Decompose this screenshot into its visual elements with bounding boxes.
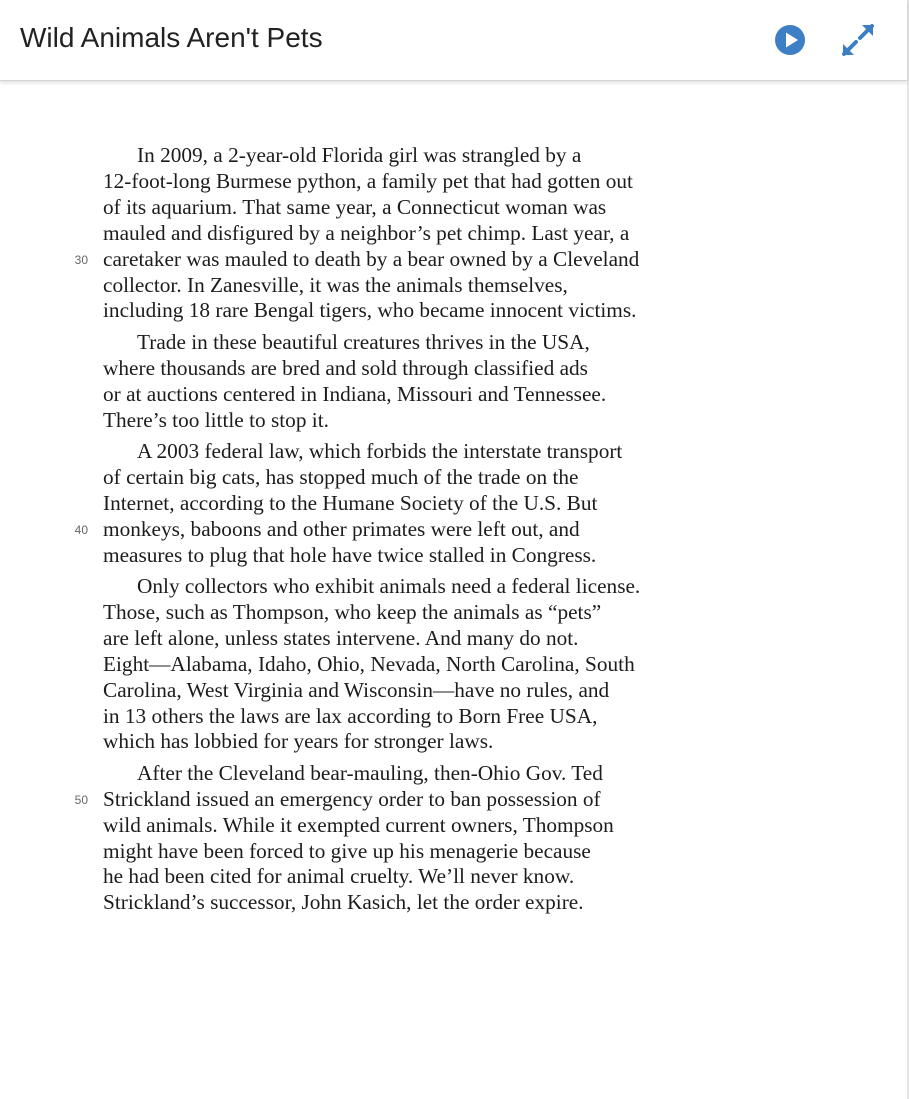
passage-line: of its aquarium. That same year, a Connecticut woman was	[103, 194, 607, 219]
passage-line: Trade in these beautiful creatures thrives in the USA,	[137, 329, 590, 354]
passage-line: are left alone, unless states intervene. And many do not.	[103, 625, 579, 650]
passage-line: In 2009, a 2-year-old Florida girl was strangled by a	[137, 143, 582, 167]
passage-line: A 2003 federal law, which forbids the interstate transport	[137, 438, 623, 463]
header-bar	[0, 0, 907, 81]
line-number: 40	[74, 522, 88, 537]
passage-line: 12-foot-long Burmese python, a family pet that had gotten out	[103, 168, 633, 193]
page-title: Wild Animals Aren't Pets	[20, 22, 323, 53]
passage-line: There’s too little to stop it.	[103, 407, 329, 432]
line-number: 50	[74, 792, 88, 807]
passage-line: Strickland issued an emergency order to ban possession of	[103, 786, 601, 811]
passage-line: he had been cited for animal cruelty. We’ll never know.	[103, 864, 575, 889]
passage-line: of certain big cats, has stopped much of the trade on the	[103, 464, 579, 489]
passage-line: After the Cleveland bear-mauling, then-Ohio Gov. Ted	[137, 760, 603, 785]
passage-line: in 13 others the laws are lax according to Born Free USA,	[103, 703, 598, 728]
passage-line: monkeys, baboons and other primates were left out, and	[103, 516, 580, 541]
paragraph	[103, 330, 703, 434]
passage-line: caretaker was mauled to death by a bear owned by a Cleveland	[103, 246, 640, 271]
paragraph	[103, 439, 703, 569]
passage-line: Only collectors who exhibit animals need a federal license.	[137, 574, 641, 598]
passage-line: might have been forced to give up his menagerie because	[103, 838, 591, 863]
passage-line: Internet, according to the Humane Society of the U.S. But	[103, 490, 598, 515]
fullscreen-button[interactable]	[840, 22, 876, 58]
passage-line: or at auctions centered in Indiana, Missouri and Tennessee.	[103, 381, 607, 406]
passage-line: including 18 rare Bengal tigers, who became innocent victims.	[103, 298, 637, 323]
paragraph	[103, 143, 703, 324]
paragraph	[103, 761, 703, 916]
passage-line: collector. In Zanesville, it was the animals themselves,	[103, 272, 568, 297]
passage-line: where thousands are bred and sold through classified ads	[103, 355, 588, 380]
reading-panel	[0, 81, 907, 1099]
play-button[interactable]	[774, 24, 806, 56]
expand-arrows-icon	[840, 22, 876, 58]
play-circle-icon	[774, 24, 806, 56]
passage-line: wild animals. While it exempted current owners, Thompson	[103, 812, 614, 837]
paragraph	[103, 574, 703, 755]
passage-line: measures to plug that hole have twice stalled in Congress.	[103, 542, 597, 567]
line-number: 30	[74, 252, 88, 267]
passage-line: Carolina, West Virginia and Wisconsin—have no rules, and	[103, 677, 610, 702]
passage-line: Those, such as Thompson, who keep the animals as “pets”	[103, 599, 602, 624]
passage-line: which has lobbied for years for stronger laws.	[103, 729, 494, 754]
passage-line: Strickland’s successor, John Kasich, let the order expire.	[103, 890, 584, 915]
passage-line: mauled and disfigured by a neighbor’s pet chimp. Last year, a	[103, 220, 630, 245]
passage-text	[103, 143, 703, 922]
passage-line: Eight—Alabama, Idaho, Ohio, Nevada, North Carolina, South	[103, 651, 635, 676]
